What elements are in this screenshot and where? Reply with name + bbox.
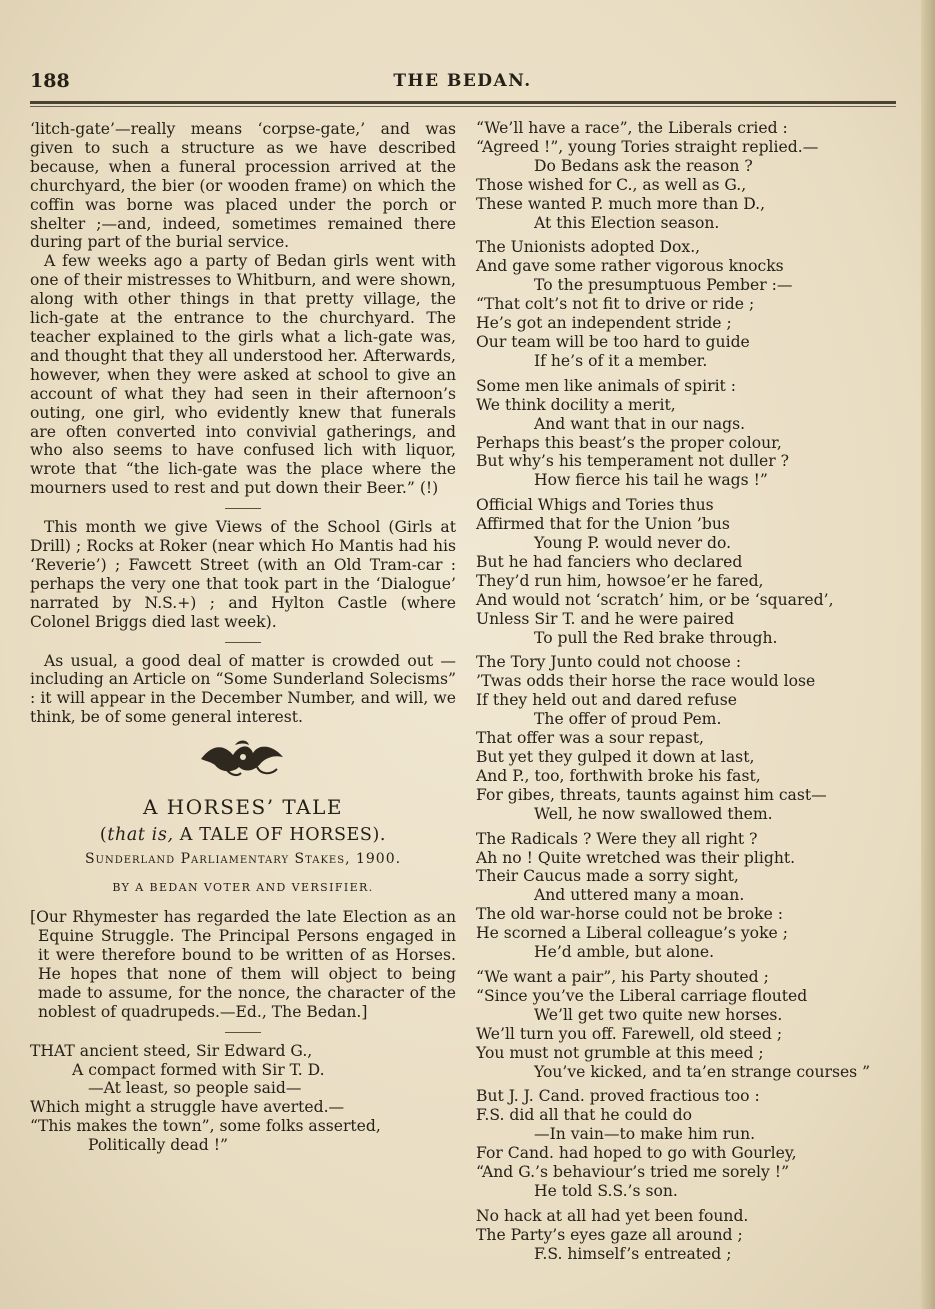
verse-line: How fierce his tail he wags !”: [534, 471, 768, 490]
verse-line: THAT ancient steed, Sir Edward G.,: [30, 1041, 313, 1060]
verse-line: Which might a struggle have averted.—: [30, 1098, 345, 1117]
verse-line: But J. J. Cand. proved fractious too :: [476, 1087, 760, 1106]
subtitle-open: (: [99, 825, 108, 846]
stanza-2: [476, 119, 906, 232]
verse-line: And want that in our nags.: [534, 414, 746, 433]
verse-line: Perhaps this beast’s the proper colour,: [476, 433, 782, 452]
poem-title: A HORSES’ TALE: [143, 795, 343, 820]
verse-line: We’ll turn you off. Farewell, old steed ;: [476, 1024, 783, 1043]
header-rule-thin: [30, 106, 896, 107]
right-column: [476, 119, 906, 1270]
stanza-5: [476, 496, 906, 647]
verse-line: We’ll get two quite new horses.: [534, 1005, 783, 1024]
verse-line: “Agreed !”, young Tories straight replied.—: [476, 137, 819, 156]
verse-line: He told S.S.’s son.: [534, 1181, 678, 1200]
page-number: 188: [30, 70, 70, 92]
verse-line: F.S. did all that he could do: [476, 1106, 693, 1125]
poem-subtitle: [30, 825, 456, 845]
binding-edge: [921, 0, 935, 1309]
verse-line: Official Whigs and Tories thus: [476, 496, 714, 515]
subtitle-italic: that is,: [107, 825, 174, 846]
verse-line: “And G.’s behaviour’s tried me sorely !”: [476, 1163, 790, 1182]
paragraph-bedan-girls: A few weeks ago a party of Bedan girls went with one of their mistresses to Whitburn, and were shown, along with other things in that pretty village, the lich-gate at the entrance to the churchyard. The teacher explained to the girls what a lich-gate was, and thought that they all understood her. Afterwards, however, when they were asked at school to give an account of what they had seen in their afternoon’s outing, one girl, who evidently knew that funerals are often converted into convivial gatherings, and who also seems to have confused lich with liquor, wrote that “the lich-gate was the place where the mourners used to rest and put down their Beer.” (!): [30, 252, 456, 498]
verse-line: A compact formed with Sir T. D.: [72, 1060, 325, 1079]
verse-line: If they held out and dared refuse: [476, 691, 737, 710]
stanza-4: [476, 377, 906, 490]
verse-line: “Since you’ve the Liberal carriage flouted: [476, 986, 808, 1005]
stanza-8: [476, 968, 906, 1081]
verse-line: “We’ll have a race”, the Liberals cried :: [476, 119, 788, 137]
poem-stakes-line: Sunderland Parliamentary Stakes, 1900.: [84, 851, 402, 868]
page-header: [30, 70, 895, 100]
fleuron-ornament: [30, 737, 456, 781]
verse-line: Ah no ! Quite wretched was their plight.: [476, 848, 796, 867]
verse-line: But why’s his temperament not duller ?: [476, 452, 790, 471]
verse-line: If he’s of it a member.: [534, 351, 708, 370]
verse-line: These wanted P. much more than D.,: [476, 194, 766, 213]
verse-line: To pull the Red brake through.: [534, 628, 778, 647]
verse-line: “This makes the town”, some folks asserted,: [30, 1117, 381, 1136]
verse-line: For gibes, threats, taunts against him cast—: [476, 785, 827, 804]
verse-line: Affirmed that for the Union ’bus: [476, 515, 730, 534]
verse-line: But he had fanciers who declared: [476, 552, 743, 571]
verse-line: He’s got an independent stride ;: [476, 314, 732, 333]
left-column: [30, 120, 456, 1155]
verse-line: You must not grumble at this meed ;: [476, 1043, 764, 1062]
verse-line: Their Caucus made a sorry sight,: [476, 867, 739, 886]
verse-line: Young P. would never do.: [534, 534, 732, 553]
verse-line: At this Election season.: [534, 213, 720, 232]
stanza-3: [476, 238, 906, 370]
stanza-10: [476, 1207, 906, 1264]
verse-line: You’ve kicked, and ta’en strange courses ”: [534, 1062, 871, 1081]
verse-line: For Cand. had hoped to go with Gourley,: [476, 1144, 797, 1163]
section-divider: [225, 1032, 261, 1033]
verse-line: The old war-horse could not be broke :: [476, 905, 784, 924]
section-divider: [225, 642, 261, 643]
verse-line: The Radicals ? Were they all right ?: [476, 829, 758, 848]
subtitle-rest: A TALE OF HORSES).: [179, 825, 387, 846]
stanza-9: [476, 1087, 906, 1200]
paragraph-crowded-out: As usual, a good deal of matter is crowded out —including an Article on “Some Sunderland Solecisms” : it will appear in the December Number, and will, we think, be of some general interest.: [30, 651, 456, 727]
header-rule: [30, 101, 896, 104]
verse-line: ’Twas odds their horse the race would lose: [476, 672, 816, 691]
verse-line: F.S. himself’s entreated ;: [534, 1244, 732, 1263]
verse-line: The Tory Junto could not choose :: [476, 653, 742, 672]
section-divider: [225, 508, 261, 509]
verse-line: Well, he now swallowed them.: [534, 804, 773, 823]
verse-line: The offer of proud Pem.: [534, 710, 722, 729]
verse-line: Some men like animals of spirit :: [476, 376, 737, 395]
verse-line: That offer was a sour repast,: [476, 729, 704, 748]
verse-line: And gave some rather vigorous knocks: [476, 257, 784, 276]
paragraph-litch-gate: ‘litch-gate’—really means ‘corpse-gate,’ and was given to such a structure as we have described because, when a funeral procession arrived at the churchyard, the bier (or wooden frame) on which the coffin was borne was placed under the porch or shelter ;—and, indeed, sometimes remained there during part of the burial service.: [30, 120, 456, 252]
verse-line: —In vain—to make him run.: [534, 1125, 756, 1144]
verse-line: We think docility a merit,: [476, 395, 676, 414]
verse-line: And uttered many a moan.: [534, 886, 745, 905]
editor-note: [Our Rhymester has regarded the late Election as an Equine Struggle. The Principal Persons engaged in it were therefore bound to be written of as Horses. He hopes that none of them will object to being made to assume, for the nonce, the character of the noblest of quadrupeds.—Ed., The Bedan.]: [30, 908, 456, 1021]
paragraph-views: This month we give Views of the School (Girls at Drill) ; Rocks at Roker (near which Ho Mantis had his ‘Reverie’) ; Fawcett Street (with an Old Tram-car : perhaps the very one that took part in the ‘Dialogue’ narrated by N.S.+) ; and Hylton Castle (where Colonel Briggs died last week).: [30, 518, 456, 631]
verse-line: And P., too, forthwith broke his fast,: [476, 766, 761, 785]
verse-line: Politically dead !”: [88, 1136, 228, 1155]
verse-line: The Party’s eyes gaze all around ;: [476, 1225, 743, 1244]
verse-line: No hack at all had yet been found.: [476, 1206, 749, 1225]
verse-line: Those wished for C., as well as G.,: [476, 175, 747, 194]
verse-line: “That colt’s not fit to drive or ride ;: [476, 295, 755, 314]
verse-line: Do Bedans ask the reason ?: [534, 156, 753, 175]
stanza-1: [30, 1042, 456, 1155]
stanza-6: [476, 653, 906, 823]
verse-line: They’d run him, howsoe’er he fared,: [476, 571, 764, 590]
verse-line: And would not ‘scratch’ him, or be ‘squared’,: [476, 590, 834, 609]
verse-line: He scorned a Liberal colleague’s yoke ;: [476, 924, 788, 943]
verse-line: But yet they gulped it down at last,: [476, 748, 755, 766]
verse-line: He’d amble, but alone.: [534, 943, 715, 962]
verse-line: The Unionists adopted Dox.,: [476, 238, 701, 257]
verse-line: Unless Sir T. and he were paired: [476, 609, 735, 628]
poem-byline: BY A BEDAN VOTER AND VERSIFIER.: [112, 881, 374, 895]
verse-line: Our team will be too hard to guide: [476, 332, 750, 351]
verse-line: “We want a pair”, his Party shouted ;: [476, 967, 769, 986]
stanza-7: [476, 830, 906, 962]
running-head: THE BEDAN.: [393, 71, 532, 91]
verse-line: —At least, so people said—: [88, 1079, 302, 1098]
verse-line: To the presumptuous Pember :—: [534, 276, 793, 295]
